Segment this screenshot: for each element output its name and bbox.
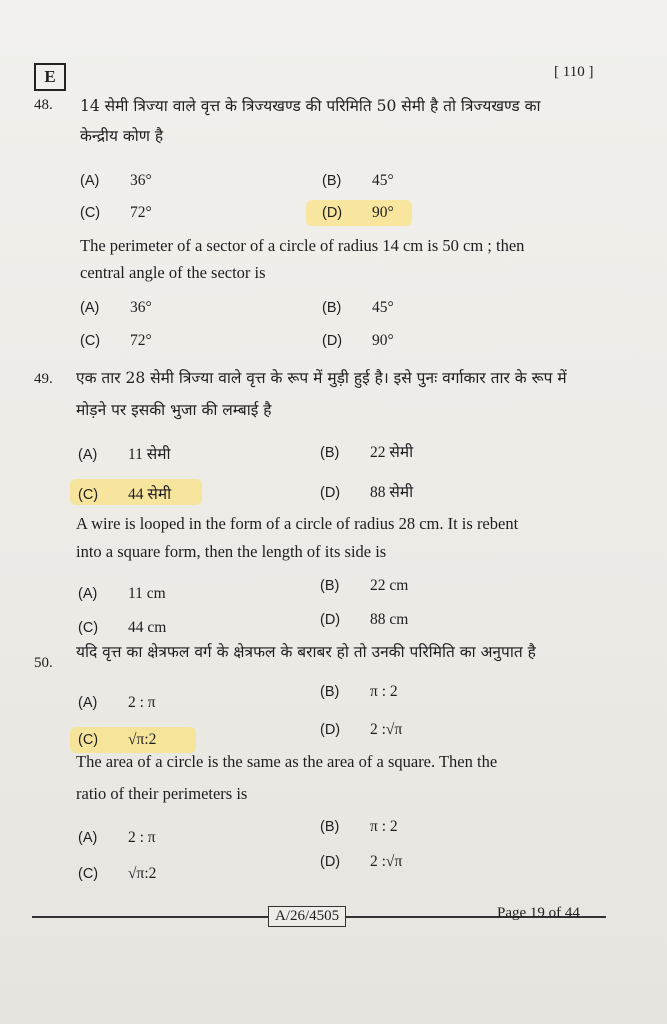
question-49-english-option-c: (C) 44 cm	[78, 619, 167, 636]
question-50-hindi-option-a: (A) 2 : π	[78, 694, 156, 711]
question-50-hindi-line-1: यदि वृत्त का क्षेत्रफल वर्ग के क्षेत्रफल के बराबर हो तो उनकी परिमिति का अनुपात है	[76, 643, 536, 661]
question-number-49: 49.	[34, 371, 53, 387]
question-48-hindi-line-2: केन्द्रीय कोण है	[80, 127, 164, 145]
question-50-english-line-1: The area of a circle is the same as the area of a square. Then the	[76, 752, 498, 771]
question-49-english-option-a: (A) 11 cm	[78, 585, 166, 602]
question-49-hindi-line-1: एक तार 28 सेमी त्रिज्या वाले वृत्त के रूप में मुड़ी हुई है। इसे पुनः वर्गाकार तार के रूप में	[76, 369, 567, 387]
question-50-english-option-b: (B) π : 2	[320, 818, 398, 835]
paper-code-box: E	[34, 63, 66, 91]
question-49-english-option-d: (D) 88 cm	[320, 611, 409, 628]
question-48-english-option-c: (C) 72°	[80, 332, 152, 349]
question-49-hindi-line-2: मोड़ने पर इसकी भुजा की लम्बाई है	[76, 401, 272, 419]
question-number-50: 50.	[34, 655, 53, 671]
question-48-english-line-1: The perimeter of a sector of a circle of radius 14 cm is 50 cm ; then	[80, 236, 525, 255]
question-49-english-line-2: into a square form, then the length of its side is	[76, 542, 387, 561]
question-49-english-line-1: A wire is looped in the form of a circle of radius 28 cm. It is rebent	[76, 514, 519, 533]
question-50-english-option-c: (C) √π:2	[78, 865, 157, 882]
question-48-english-option-a: (A) 36°	[80, 299, 152, 316]
question-48-hindi-option-c: (C) 72°	[80, 204, 152, 221]
question-49-hindi-option-a: (A) 11 सेमी	[78, 446, 171, 463]
question-49-hindi-option-c: (C) 44 सेमी	[78, 486, 172, 503]
question-48-english-option-d: (D) 90°	[322, 332, 394, 349]
question-48-hindi-option-b: (B) 45°	[322, 172, 394, 189]
footer-booklet-code: A/26/4505	[268, 906, 346, 927]
question-50-english-option-d: (D) 2 :√π	[320, 853, 403, 870]
question-48-hindi-option-a: (A) 36°	[80, 172, 152, 189]
question-50-hindi-option-d: (D) 2 :√π	[320, 721, 403, 738]
question-48-english-line-2: central angle of the sector is	[80, 263, 266, 282]
page-code: [ 110 ]	[554, 64, 594, 80]
question-49-english-option-b: (B) 22 cm	[320, 577, 409, 594]
question-50-english-option-a: (A) 2 : π	[78, 829, 156, 846]
question-49-hindi-option-d: (D) 88 सेमी	[320, 484, 414, 501]
question-48-hindi-option-d: (D) 90°	[322, 204, 394, 221]
question-50-hindi-option-b: (B) π : 2	[320, 683, 398, 700]
footer-page-number: Page 19 of 44	[497, 905, 580, 921]
question-48-english-option-b: (B) 45°	[322, 299, 394, 316]
question-number-48: 48.	[34, 97, 53, 113]
question-49-hindi-option-b: (B) 22 सेमी	[320, 444, 414, 461]
question-48-hindi-line-1: 14 सेमी त्रिज्या वाले वृत्त के त्रिज्यखण्ड की परिमिति 50 सेमी है तो त्रिज्यखण्ड का	[80, 97, 541, 115]
question-50-hindi-option-c: (C) √π:2	[78, 731, 157, 748]
question-50-english-line-2: ratio of their perimeters is	[76, 784, 248, 803]
